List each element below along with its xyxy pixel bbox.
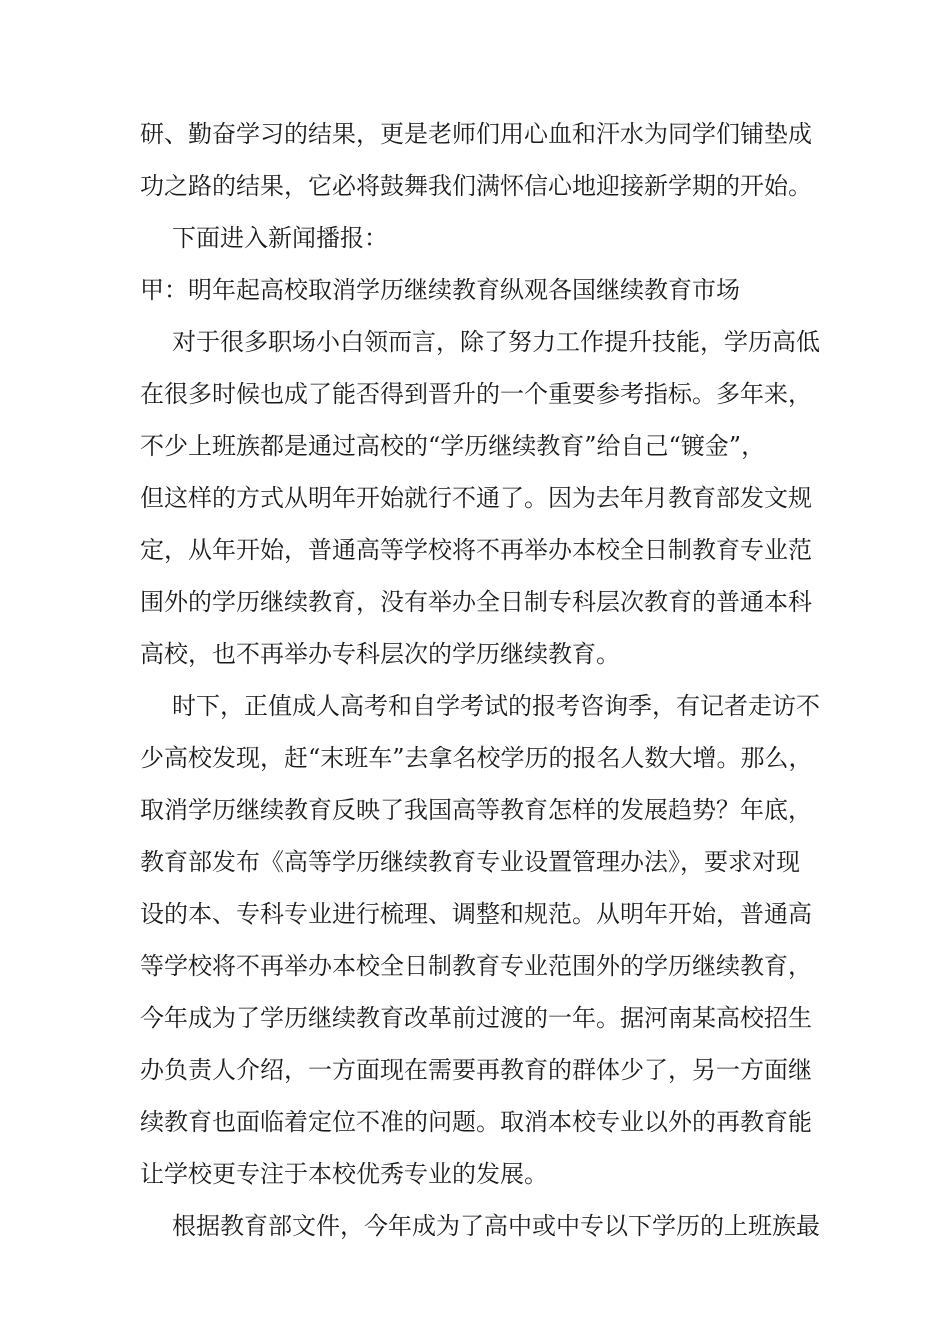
text-line: 功之路的结果，它必将鼓舞我们满怀信心地迎接新学期的开始。: [140, 172, 812, 200]
text-line: 取消学历继续教育反映了我国高等教育怎样的发展趋势？年底，: [140, 796, 812, 824]
text-line: 办负责人介绍，一方面现在需要再教育的群体少了，另一方面继: [140, 1056, 812, 1084]
paragraph-start-line: 对于很多职场小白领而言，除了努力工作提升技能，学历高低: [172, 328, 820, 356]
text-line: 研、勤奋学习的结果，更是老师们用心血和汗水为同学们铺垫成: [140, 120, 812, 148]
text-line: 定，从年开始，普通高等学校将不再举办本校全日制教育专业范: [140, 536, 812, 564]
text-line: 等学校将不再举办本校全日制教育专业范围外的学历继续教育，: [140, 952, 812, 980]
text-line: 不少上班族都是通过高校的“学历继续教育”给自己“镀金”，: [140, 432, 766, 460]
text-line: 高校，也不再举办专科层次的学历继续教育。: [140, 640, 620, 668]
text-line: 教育部发布《高等学历继续教育专业设置管理办法》，要求对现: [140, 848, 800, 876]
text-line: 让学校更专注于本校优秀专业的发展。: [140, 1160, 548, 1188]
paragraph-start-line: 时下，正值成人高考和自学考试的报考咨询季，有记者走访不: [172, 692, 820, 720]
text-line: 少高校发现，赶“末班车”去拿名校学历的报名人数大增。那么，: [140, 744, 813, 772]
text-line: 围外的学历继续教育，没有举办全日制专科层次教育的普通本科: [140, 588, 812, 616]
text-line: 续教育也面临着定位不准的问题。取消本校专业以外的再教育能: [140, 1108, 812, 1136]
paragraph-start-line: 根据教育部文件，今年成为了高中或中专以下学历的上班族最: [172, 1212, 820, 1240]
text-line: 今年成为了学历继续教育改革前过渡的一年。据河南某高校招生: [140, 1004, 812, 1032]
paragraph-start-line: 下面进入新闻播报：: [172, 224, 388, 252]
text-line: 在很多时候也成了能否得到晋升的一个重要参考指标。多年来，: [140, 380, 812, 408]
text-line: 设的本、专科专业进行梳理、调整和规范。从明年开始，普通高: [140, 900, 812, 928]
text-line: 但这样的方式从明年开始就行不通了。因为去年月教育部发文规: [140, 484, 812, 512]
news-headline: 甲：明年起高校取消学历继续教育纵观各国继续教育市场: [140, 276, 740, 304]
